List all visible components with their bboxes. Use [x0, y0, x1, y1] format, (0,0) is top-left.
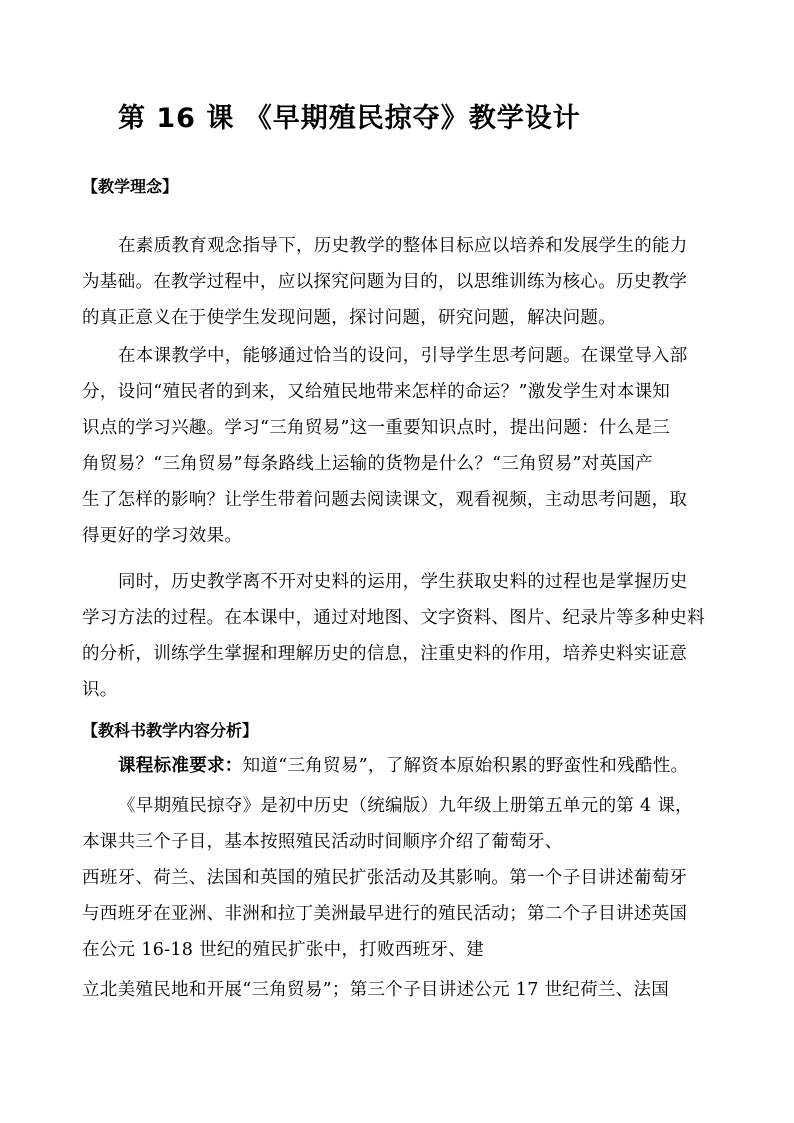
paragraph-line: 的真正意义在于使学生发现问题，探讨问题，研究问题，解决问题。	[82, 308, 616, 328]
paragraph-line: 生了怎样的影响？让学生带着问题去阅读课文，观看视频，主动思考问题，取	[82, 490, 688, 510]
standard-label: 课程标准要求：	[118, 756, 243, 776]
paragraph-line: 西班牙、荷兰、法国和英国的殖民扩张活动及其影响。第一个子目讲述葡萄牙	[82, 868, 688, 888]
paragraph-line: 与西班牙在亚洲、非洲和拉丁美洲最早进行的殖民活动；第二个子目讲述英国	[82, 904, 688, 924]
page-title: 第 16 课 《早期殖民掠夺》教学设计	[118, 103, 581, 134]
paragraph-line: 分，设问“殖民者的到来，又给殖民地带来怎样的命运？”激发学生对本课知	[82, 382, 671, 402]
paragraph-line: 的分析，训练学生掌握和理解历史的信息，注重史料的作用，培养史料实证意	[82, 644, 688, 664]
paragraph-line: 在本课教学中，能够通过恰当的设问，引导学生思考问题。在课堂导入部	[118, 346, 688, 366]
paragraph-line: 在公元 16-18 世纪的殖民扩张中，打败西班牙、建	[82, 940, 484, 960]
paragraph-line: 在素质教育观念指导下，历史教学的整体目标应以培养和发展学生的能力	[118, 236, 688, 256]
paragraph-line: 本课共三个子目，基本按照殖民活动时间顺序介绍了葡萄牙、	[82, 832, 563, 852]
curriculum-standard	[118, 752, 688, 777]
paragraph-line: 识点的学习兴趣。学习“三角贸易”这一重要知识点时，提出问题：什么是三	[82, 418, 671, 438]
section-heading-philosophy: 【教学理念】	[82, 177, 179, 196]
paragraph-line: 识。	[82, 680, 118, 700]
standard-text: 知道“三角贸易”，了解资本原始积累的野蛮性和残酷性。	[242, 756, 689, 776]
paragraph-line: 《早期殖民掠夺》是初中历史（统编版）九年级上册第五单元的第 4 课，	[118, 796, 693, 816]
paragraph-line: 为基础。在教学过程中，应以探究问题为目的，以思维训练为核心。历史教学	[82, 272, 688, 292]
paragraph-line: 立北美殖民地和开展“三角贸易”；第三个子目讲述公元 17 世纪荷兰、法国	[82, 980, 670, 1000]
paragraph-line: 学习方法的过程。在本课中，通过对地图、文字资料、图片、纪录片等多种史料	[82, 608, 705, 628]
section-heading-analysis: 【教科书教学内容分析】	[82, 721, 259, 740]
paragraph-line: 得更好的学习效果。	[82, 526, 243, 546]
paragraph-line: 同时，历史教学离不开对史料的运用，学生获取史料的过程也是掌握历史	[118, 572, 688, 592]
paragraph-line: 角贸易？“三角贸易”每条路线上运输的货物是什么？“三角贸易”对英国产	[82, 454, 653, 474]
